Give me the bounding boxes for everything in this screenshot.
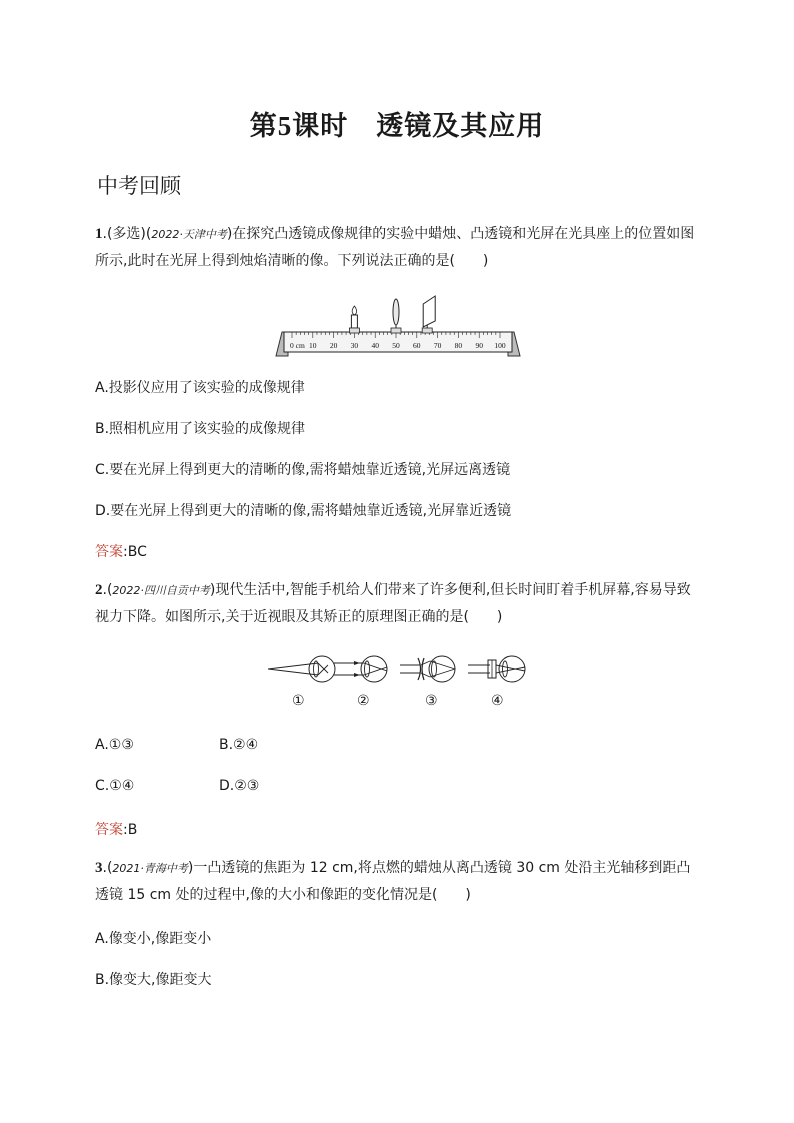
eye-label-3: ③ bbox=[425, 693, 438, 709]
q2-option-a: A.①③ bbox=[95, 737, 134, 753]
q1-option-c: C.要在光屏上得到更大的清晰的像,需将蜡烛靠近透镜,光屏远离透镜 bbox=[95, 462, 511, 478]
page-title bbox=[0, 104, 794, 143]
ruler-label: 90 bbox=[475, 341, 483, 350]
question-number: 2 bbox=[95, 582, 103, 598]
ruler-label: 20 bbox=[329, 341, 338, 350]
question-number: 3 bbox=[95, 860, 103, 876]
question-tag: .(多选)( bbox=[102, 226, 152, 242]
candle bbox=[349, 306, 359, 333]
ruler-label: 70 bbox=[433, 341, 442, 350]
question-tag: .( bbox=[102, 582, 113, 598]
q2-option-c: C.①④ bbox=[95, 778, 135, 794]
answer-label: 答案 bbox=[95, 544, 123, 560]
answer-value: :BC bbox=[123, 544, 147, 560]
q2-option-b: B.②④ bbox=[219, 737, 259, 753]
q1-option-d: D.要在光屏上得到更大的清晰的像,需将蜡烛靠近透镜,光屏靠近透镜 bbox=[95, 503, 512, 519]
eye-diagram-2 bbox=[334, 656, 387, 682]
question-source: 2022·四川自贡中考 bbox=[112, 584, 210, 597]
q1-option-a: A.投影仪应用了该实验的成像规律 bbox=[95, 380, 305, 396]
ruler-label: 10 bbox=[309, 341, 317, 350]
title-number: 5 bbox=[277, 111, 293, 141]
eye-label-1: ① bbox=[292, 693, 305, 709]
answer-value: :B bbox=[123, 822, 138, 838]
title-prefix: 第 bbox=[249, 111, 278, 142]
title-main: 透镜及其应用 bbox=[376, 111, 545, 142]
q3-option-a: A.像变小,像距变小 bbox=[95, 931, 212, 947]
ruler-label: 80 bbox=[454, 341, 463, 350]
ruler-label: 50 bbox=[392, 341, 400, 350]
question-2 bbox=[95, 577, 700, 631]
question-source: 2021·青海中考 bbox=[112, 862, 188, 875]
eye-diagram-4 bbox=[468, 656, 525, 682]
eye-label-4: ④ bbox=[491, 693, 504, 709]
q2-answer bbox=[95, 819, 137, 839]
question-text: )在探究凸透镜成像规律的实验中蜡烛、凸透镜和光屏在光具座上的位置如图所示,此时在光屏上得到烛焰清晰的像。下列说法正确的是( ) bbox=[95, 226, 695, 269]
ruler-label: 0 cm bbox=[290, 341, 305, 350]
q2-option-d: D.②③ bbox=[219, 778, 260, 794]
eye-label-2: ② bbox=[357, 693, 370, 709]
question-tag: .( bbox=[102, 860, 113, 876]
q1-option-b: B.照相机应用了该实验的成像规律 bbox=[95, 421, 306, 437]
ruler-label: 60 bbox=[413, 341, 421, 350]
question-text: )现代生活中,智能手机给人们带来了许多便利,但长时间盯着手机屏幕,容易导致视力下降。如图所示,关于近视眼及其矫正的原理图正确的是( ) bbox=[95, 582, 691, 625]
question-number: 1 bbox=[95, 226, 103, 242]
q1-answer bbox=[95, 541, 147, 561]
section-heading: 中考回顾 bbox=[97, 174, 181, 198]
optical-bench-figure bbox=[272, 294, 524, 358]
question-1 bbox=[95, 221, 700, 275]
ruler-label: 30 bbox=[350, 341, 359, 350]
ruler-label: 100 bbox=[494, 341, 506, 350]
eye-diagram-1 bbox=[268, 656, 335, 682]
answer-label: 答案 bbox=[95, 822, 123, 838]
question-source: 2022·天津中考 bbox=[151, 228, 227, 241]
convex-lens bbox=[391, 299, 401, 333]
eye-diagram-3 bbox=[400, 656, 455, 682]
title-suffix: 课时 bbox=[292, 111, 349, 142]
question-3 bbox=[95, 855, 700, 909]
light-screen bbox=[422, 296, 435, 333]
q3-option-b: B.像变大,像距变大 bbox=[95, 972, 212, 988]
ruler-label: 40 bbox=[371, 341, 379, 350]
eye-diagrams-figure bbox=[266, 652, 532, 692]
question-text: )一凸透镜的焦距为 12 cm,将点燃的蜡烛从离凸透镜 30 cm 处沿主光轴移到距凸透镜 15 cm 处的过程中,像的大小和像距的变化情况是( ) bbox=[95, 860, 691, 903]
